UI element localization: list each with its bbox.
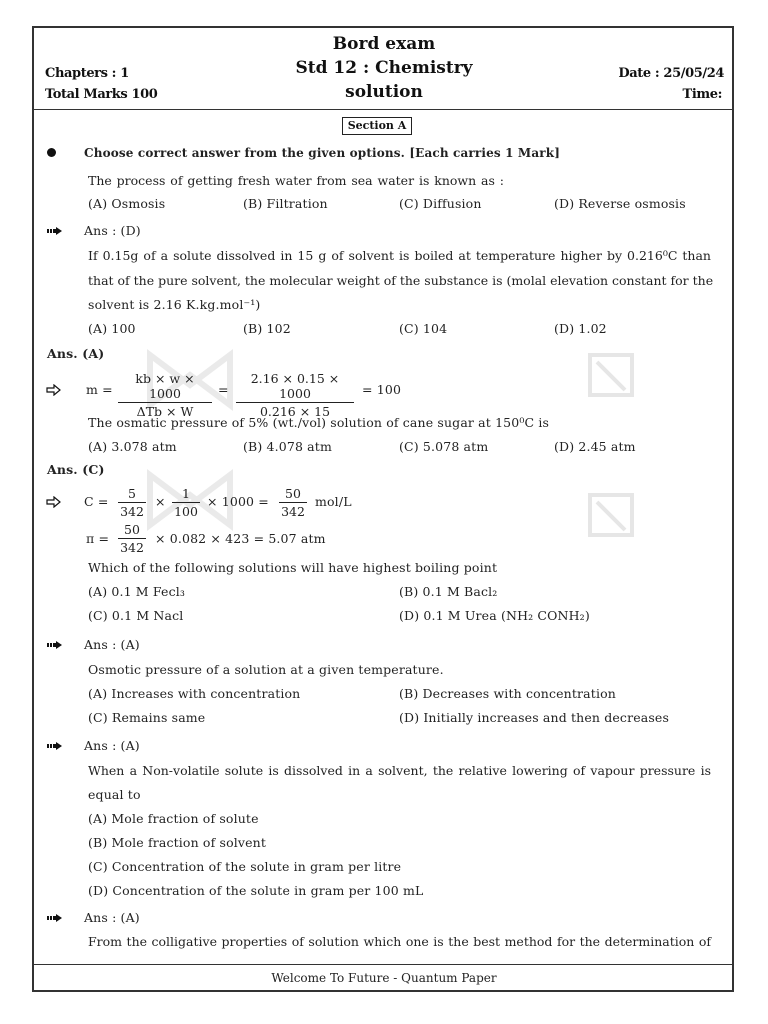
q4-option-b: (B) 0.1 M Bacl₂ [399,584,498,599]
arrow-right-icon [47,226,63,236]
q2-fraction-values-num: 2.16 × 0.15 × 1000 [236,371,354,403]
q3-c-lhs: C = [84,494,109,509]
q3-unit: mol/L [315,494,352,509]
hollow-arrow-icon [46,496,62,508]
q3-fraction-3 [279,486,307,519]
q6-line2: equal to [88,787,141,802]
q3-text: The osmatic pressure of 5% (wt./vol) solution of cane sugar at 150⁰C is [88,415,550,430]
q3-pi-fraction-den: 342 [120,540,144,555]
q4-text: Which of the following solutions will have highest boiling point [88,560,498,575]
q6-option-c: (C) Concentration of the solute in gram per litre [88,859,402,874]
subject-title: solution [345,82,423,102]
q3-fraction-1 [118,486,146,519]
q6-option-b: (B) Mole fraction of solvent [88,835,267,850]
q2-fraction-formula-den: ΔTb × W [136,404,194,419]
q3-fraction-2-den: 100 [174,504,198,519]
q2-fraction-values-den: 0.216 × 15 [259,404,331,419]
q2-line3: solvent is 2.16 K.kg.mol⁻¹) [88,297,261,312]
q3-fraction-2-num: 1 [172,486,200,503]
q2-solution-lhs: m = [86,382,113,397]
instruction: Choose correct answer from the given options. [Each carries 1 Mark] [84,146,561,160]
q5-answer: Ans : (A) [84,738,140,753]
footer-divider [33,964,733,965]
q4-option-a: (A) 0.1 M Fecl₃ [88,584,186,599]
q1-text: The process of getting fresh water from sea water is known as : [88,173,504,188]
q3-times-2: × 1000 = [207,494,269,509]
arrow-right-icon [47,640,63,650]
q3-option-c: (C) 5.078 atm [399,439,489,454]
q5-option-c: (C) Remains same [88,710,206,725]
q1-option-c: (C) Diffusion [399,196,482,211]
q3-fraction-1-den: 342 [120,504,144,519]
bullet-icon [47,148,56,157]
q1-option-d: (D) Reverse osmosis [554,196,686,211]
arrow-right-icon [47,913,63,923]
q6-answer: Ans : (A) [84,910,140,925]
q2-solution-eq: = [218,382,229,397]
q3-option-a: (A) 3.078 atm [88,439,177,454]
chapters-label: Chapters : 1 [45,66,129,81]
q2-option-b: (B) 102 [243,321,291,336]
q4-option-d: (D) 0.1 M Urea (NH₂ CONH₂) [399,608,590,623]
q4-option-c: (C) 0.1 M Nacl [88,608,184,623]
q1-option-a: (A) Osmosis [88,196,166,211]
q2-fraction-formula [118,371,212,419]
q2-answer: Ans. (A) [47,346,105,361]
q3-pi-rest: × 0.082 × 423 = 5.07 atm [155,531,326,546]
q2-solution-result: = 100 [362,382,402,397]
q1-answer: Ans : (D) [84,223,141,238]
total-marks-label: Total Marks 100 [45,87,158,102]
q2-line1: If 0.15g of a solute dissolved in 15 g of solvent is boiled at temperature higher by 0.216⁰C than [88,248,711,263]
q3-pi-fraction-num: 50 [118,522,146,539]
q6-option-d: (D) Concentration of the solute in gram per 100 mL [88,883,424,898]
q5-option-b: (B) Decreases with concentration [399,686,616,701]
hollow-arrow-icon [46,384,62,396]
std-title: Std 12 : Chemistry [295,58,473,78]
q6-line1: When a Non-volatile solute is dissolved in a solvent, the relative lowering of vapour pressure is [88,763,711,778]
exam-title: Bord exam [332,34,436,54]
q3-option-b: (B) 4.078 atm [243,439,332,454]
q5-text: Osmotic pressure of a solution at a given temperature. [88,662,444,677]
q2-option-c: (C) 104 [399,321,448,336]
q3-fraction-2 [172,486,200,519]
date-label: Date : 25/05/24 [618,66,724,81]
q6-option-a: (A) Mole fraction of solute [88,811,259,826]
q2-option-d: (D) 1.02 [554,321,607,336]
q2-fraction-values [236,371,354,419]
q3-pi-lhs: π = [86,531,110,546]
q2-fraction-formula-num: kb × w × 1000 [118,371,212,403]
q2-line2: that of the pure solvent, the molecular weight of the substance is (molal elevation constant for the [88,273,714,288]
q3-fraction-3-den: 342 [281,504,305,519]
q3-answer: Ans. (C) [47,462,105,477]
time-label: Time: [682,87,722,102]
q3-times-1: × [155,494,166,509]
footer-text: Welcome To Future - Quantum Paper [271,971,497,985]
arrow-right-icon [47,741,63,751]
q2-option-a: (A) 100 [88,321,136,336]
header-divider [33,109,733,110]
q3-fraction-1-num: 5 [118,486,146,503]
q5-option-a: (A) Increases with concentration [88,686,301,701]
q3-pi-fraction [118,522,146,555]
q5-option-d: (D) Initially increases and then decreases [399,710,670,725]
q4-answer: Ans : (A) [84,637,140,652]
section-title: Section A [342,117,412,135]
q3-option-d: (D) 2.45 atm [554,439,636,454]
q7-line1: From the colligative properties of solution which one is the best method for the determination of [88,934,711,949]
q1-option-b: (B) Filtration [243,196,328,211]
q3-fraction-3-num: 50 [279,486,307,503]
